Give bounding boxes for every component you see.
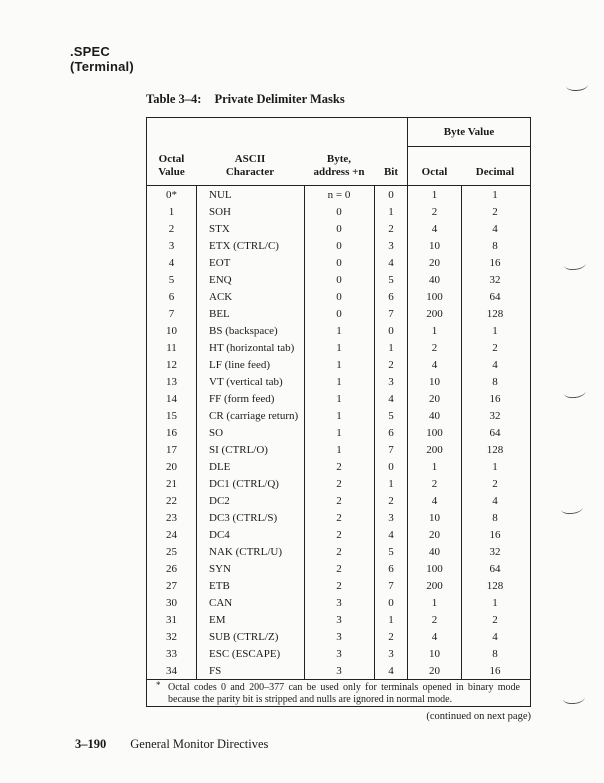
table-cell: 10 (429, 647, 440, 660)
table-cell: 20 (429, 256, 440, 269)
page-edge-mark (564, 390, 587, 399)
table-cell: 3 (388, 647, 394, 660)
table-cell: 128 (486, 579, 504, 592)
table-row (147, 373, 529, 390)
table-cell: 30 (166, 596, 177, 609)
table-cell: 10 (166, 324, 177, 337)
table-cell: 20 (429, 664, 440, 677)
table-cell: 3 (336, 613, 342, 626)
header-line: Octal (158, 153, 185, 165)
table-cell: SI (CTRL/O) (209, 443, 268, 456)
table-row (147, 492, 529, 509)
table-cell: 4 (431, 630, 438, 643)
table-row (147, 560, 529, 577)
table-cell: NAK (CTRL/U) (209, 545, 283, 558)
table-title-text: Private Delimiter Masks (214, 92, 345, 106)
table-cell: 7 (388, 579, 394, 592)
table-cell: 200 (426, 443, 443, 456)
table-cell: 5 (388, 409, 394, 422)
table-cell: 2 (336, 460, 342, 473)
table-cell: 2 (388, 494, 394, 507)
table-cell: 21 (166, 477, 177, 490)
header-line: address +n (313, 166, 365, 178)
table-cell: 2 (431, 613, 438, 626)
table-cell: 1 (336, 409, 342, 422)
table-cell: 100 (426, 426, 443, 439)
table-cell: DC3 (CTRL/S) (209, 511, 278, 524)
column-header-ascii-character (196, 153, 304, 179)
table-row (147, 322, 529, 339)
table-cell: 7 (388, 443, 394, 456)
table-cell: 1 (492, 188, 498, 201)
table-cell: 15 (166, 409, 177, 422)
table-row (147, 288, 529, 305)
table-cell: 0 (336, 256, 342, 269)
table-cell: 7 (388, 307, 394, 320)
table-cell: 1 (336, 426, 342, 439)
table-cell: 128 (486, 443, 504, 456)
table-cell: 2 (388, 630, 394, 643)
table-cell: ACK (209, 290, 233, 303)
footnote-asterisk: * (156, 680, 161, 690)
table-cell: 32 (489, 545, 501, 558)
table-cell: 2 (336, 528, 342, 541)
table-cell: 8 (492, 375, 498, 388)
table-cell: 2 (492, 341, 498, 354)
table-cell: 5 (168, 273, 175, 286)
table-cell: 3 (336, 596, 342, 609)
table-cell: n = 0 (327, 188, 351, 201)
table-row (147, 475, 529, 492)
table-cell: 2 (492, 205, 498, 218)
table-cell: 32 (489, 273, 501, 286)
table-cell: 100 (426, 290, 443, 303)
table-cell: 2 (431, 477, 438, 490)
table-cell: DLE (209, 460, 231, 473)
table-cell: EOT (209, 256, 231, 269)
table-cell: VT (vertical tab) (209, 375, 283, 388)
table-cell: 6 (168, 290, 175, 303)
table-cell: 17 (166, 443, 177, 456)
continued-note: (continued on next page) (426, 711, 531, 722)
table-cell: 1 (431, 324, 438, 337)
table-row (147, 526, 529, 543)
table-row (147, 254, 529, 271)
table-cell: 16 (489, 256, 501, 269)
table-cell: 1 (431, 596, 438, 609)
table-cell: 2 (336, 579, 342, 592)
table-cell: 1 (168, 205, 175, 218)
table-cell: 34 (166, 664, 177, 677)
table-row (147, 441, 529, 458)
table-cell: 0 (336, 239, 342, 252)
table-cell: HT (horizontal tab) (209, 341, 295, 354)
header-line: Byte, (326, 153, 352, 165)
table-cell: 2 (336, 562, 342, 575)
table-cell: 23 (166, 511, 177, 524)
table-cell: 8 (492, 239, 498, 252)
table-cell: ESC (ESCAPE) (209, 647, 281, 660)
table-cell: 0 (388, 596, 394, 609)
table-cell: 6 (388, 426, 394, 439)
table-cell: 1 (431, 188, 438, 201)
table-cell: 4 (388, 664, 394, 677)
table-cell: 13 (166, 375, 177, 388)
table-cell: 31 (166, 613, 177, 626)
table-cell: ETX (CTRL/C) (209, 239, 279, 252)
table-cell: 128 (486, 307, 504, 320)
table-row (147, 424, 529, 441)
footnote-text: Octal codes 0 and 200–377 can be used only for terminals opened in binary mode because the parity bit is stripped and nulls are ignored in normal mode. (168, 682, 520, 705)
table-cell: 3 (336, 664, 342, 677)
delimiter-masks-table (146, 117, 531, 707)
table-cell: 24 (166, 528, 177, 541)
table-cell: DC2 (209, 494, 230, 507)
table-cell: 4 (431, 494, 438, 507)
table-cell: 2 (388, 222, 394, 235)
table-cell: 1 (336, 341, 342, 354)
table-cell: 7 (168, 307, 175, 320)
header-line: Octal (421, 166, 448, 178)
table-cell: BS (backspace) (209, 324, 278, 337)
table-cell: 3 (336, 647, 342, 660)
table-cell: 40 (429, 409, 440, 422)
table-cell: 1 (388, 205, 394, 218)
table-cell: 20 (429, 528, 440, 541)
table-row (147, 509, 529, 526)
table-cell: 32 (489, 409, 501, 422)
table-cell: 4 (431, 222, 438, 235)
table-cell: 200 (426, 307, 443, 320)
column-header-byte-address (304, 153, 374, 179)
table-cell: 0 (388, 188, 394, 201)
table-cell: 26 (166, 562, 177, 575)
table-row (147, 220, 529, 237)
section-heading-line2: (Terminal) (70, 59, 134, 74)
table-title-label: Table 3–4: (146, 92, 202, 106)
table-cell: 4 (492, 358, 498, 371)
table-cell: 16 (489, 528, 501, 541)
table-cell: LF (line feed) (209, 358, 271, 371)
table-cell: STX (209, 222, 230, 235)
page-edge-mark (566, 83, 588, 91)
table-body (147, 186, 529, 679)
table-cell: 6 (388, 562, 394, 575)
table-row (147, 186, 529, 203)
table-cell: 2 (431, 341, 438, 354)
table-cell: 1 (336, 324, 342, 337)
table-cell: 12 (166, 358, 177, 371)
table-cell: 40 (429, 273, 440, 286)
table-header-row (147, 118, 529, 185)
column-header-bit (374, 166, 408, 179)
table-cell: 0 (388, 460, 394, 473)
table-cell: 0 (336, 290, 342, 303)
table-cell: 5 (388, 273, 394, 286)
table-cell: 10 (429, 239, 440, 252)
table-row (147, 594, 529, 611)
table-cell: 16 (166, 426, 177, 439)
table-cell: 20 (429, 392, 440, 405)
table-cell: 2 (336, 545, 342, 558)
table-row (147, 339, 529, 356)
table-row (147, 356, 529, 373)
table-footnote (147, 680, 529, 705)
table-cell: CR (carriage return) (209, 409, 299, 422)
table-row (147, 458, 529, 475)
table-cell: FF (form feed) (209, 392, 275, 405)
table-cell: 1 (336, 375, 342, 388)
table-cell: 3 (168, 239, 175, 252)
table-cell: 25 (166, 545, 177, 558)
table-cell: SUB (CTRL/Z) (209, 630, 279, 643)
table-cell: 0 (388, 324, 394, 337)
table-cell: 2 (431, 205, 438, 218)
table-cell: 4 (492, 494, 498, 507)
header-line: Value (158, 166, 185, 178)
header-line: Character (225, 166, 275, 178)
table-cell: 14 (166, 392, 177, 405)
column-header-decimal (461, 166, 529, 179)
table-cell: 1 (336, 443, 342, 456)
header-line: ASCII (234, 153, 266, 165)
table-cell: 22 (166, 494, 177, 507)
table-cell: 2 (492, 477, 498, 490)
table-cell: 8 (492, 511, 498, 524)
column-header-octal (408, 166, 461, 179)
table-row (147, 305, 529, 322)
table-cell: 1 (388, 341, 394, 354)
table-cell: 64 (489, 562, 501, 575)
table-cell: 5 (388, 545, 394, 558)
table-cell: FS (209, 664, 222, 677)
table-title (146, 92, 345, 107)
table-cell: 2 (388, 358, 394, 371)
table-cell: 1 (431, 460, 438, 473)
table-cell: 64 (489, 290, 501, 303)
table-cell: 0 (336, 205, 342, 218)
byte-value-label: Byte Value (443, 126, 495, 138)
table-cell: 1 (388, 477, 394, 490)
table-cell: 6 (388, 290, 394, 303)
table-cell: 3 (336, 630, 342, 643)
table-cell: SYN (209, 562, 232, 575)
page-edge-mark (561, 506, 584, 515)
footer-title: General Monitor Directives (130, 737, 269, 751)
table-cell: 64 (489, 426, 501, 439)
table-row (147, 611, 529, 628)
table-cell: 4 (168, 256, 175, 269)
table-cell: 16 (489, 664, 501, 677)
table-cell: 1 (336, 392, 342, 405)
table-cell: 0 (336, 307, 342, 320)
table-cell: 2 (336, 494, 342, 507)
table-cell: 4 (492, 630, 498, 643)
table-row (147, 662, 529, 679)
page-footer (75, 737, 268, 752)
table-cell: 2 (168, 222, 175, 235)
page-edge-mark (563, 696, 585, 705)
table-cell: 3 (388, 375, 394, 388)
table-cell: DC4 (209, 528, 230, 541)
table-row (147, 407, 529, 424)
table-cell: 4 (388, 392, 394, 405)
table-cell: 1 (492, 596, 498, 609)
table-row (147, 543, 529, 560)
table-cell: 100 (426, 562, 443, 575)
table-cell: 40 (429, 545, 440, 558)
table-cell: BEL (209, 307, 230, 320)
table-cell: 27 (166, 579, 177, 592)
table-cell: SO (209, 426, 224, 439)
section-heading (70, 44, 134, 74)
table-cell: 200 (426, 579, 443, 592)
table-cell: 2 (492, 613, 498, 626)
table-cell: 10 (429, 375, 440, 388)
table-cell: NUL (209, 188, 232, 201)
table-cell: 16 (489, 392, 501, 405)
table-row (147, 645, 529, 662)
table-cell: 0* (166, 188, 177, 201)
table-cell: CAN (209, 596, 233, 609)
table-cell: SOH (209, 205, 232, 218)
table-cell: 0 (336, 273, 342, 286)
table-row (147, 577, 529, 594)
table-cell: 11 (166, 341, 177, 354)
table-row (147, 203, 529, 220)
table-cell: 3 (388, 511, 394, 524)
page-edge-mark (564, 262, 587, 271)
table-row (147, 237, 529, 254)
section-heading-line1: .SPEC (70, 44, 111, 59)
table-cell: DC1 (CTRL/Q) (209, 477, 279, 490)
table-cell: 1 (388, 613, 394, 626)
table-cell: 1 (492, 324, 498, 337)
table-row (147, 390, 529, 407)
table-cell: 4 (431, 358, 438, 371)
table-cell: 3 (388, 239, 394, 252)
table-cell: 2 (336, 477, 342, 490)
table-cell: 20 (166, 460, 177, 473)
table-row (147, 271, 529, 288)
table-cell: 8 (492, 647, 498, 660)
table-cell: 10 (429, 511, 440, 524)
table-cell: EM (209, 613, 226, 626)
header-line: Bit (383, 166, 399, 178)
page-number: 3–190 (75, 737, 107, 751)
table-cell: 2 (336, 511, 342, 524)
table-cell: 1 (336, 358, 342, 371)
table-cell: ETB (209, 579, 230, 592)
column-header-octal-value (147, 153, 196, 179)
table-cell: 4 (388, 528, 394, 541)
table-cell: ENQ (209, 273, 232, 286)
header-line: Decimal (475, 166, 515, 178)
table-row (147, 628, 529, 645)
table-cell: 1 (492, 460, 498, 473)
table-cell: 32 (166, 630, 177, 643)
table-cell: 0 (336, 222, 342, 235)
table-cell: 4 (492, 222, 498, 235)
table-cell: 33 (166, 647, 177, 660)
table-cell: 4 (388, 256, 394, 269)
